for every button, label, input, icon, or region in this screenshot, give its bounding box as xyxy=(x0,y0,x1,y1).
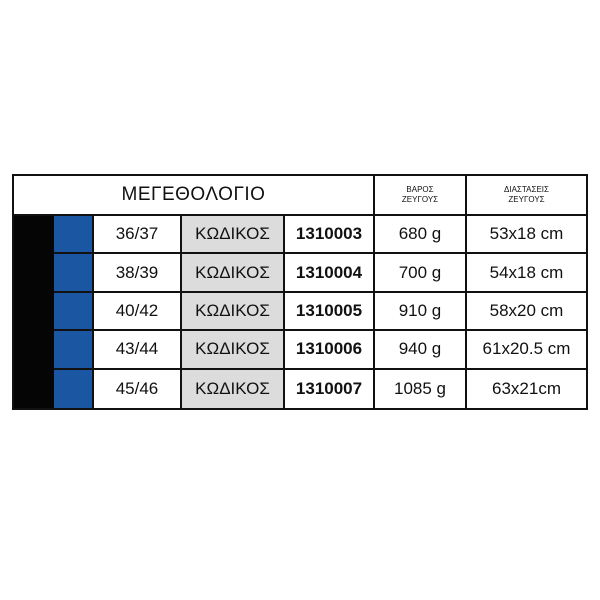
table-row xyxy=(54,216,586,254)
weight-header-line2: ΖΕΥΓΟΥΣ xyxy=(401,195,439,204)
dimensions-cell: 54x18 cm xyxy=(467,254,586,292)
blue-color-swatch xyxy=(54,331,94,369)
dimensions-cell: 58x20 cm xyxy=(467,293,586,331)
blue-color-swatch xyxy=(54,216,94,254)
black-color-swatch xyxy=(14,216,54,408)
size-cell: 36/37 xyxy=(94,216,182,254)
product-code-cell: 1310006 xyxy=(285,331,375,369)
product-code-cell: 1310004 xyxy=(285,254,375,292)
dimensions-cell: 63x21cm xyxy=(492,378,561,398)
code-label-cell: ΚΩΔΙΚΟΣ xyxy=(182,370,285,408)
weight-cell: 1085 g xyxy=(375,370,467,408)
product-code-cell: 1310007 xyxy=(285,370,375,408)
dimensions-header xyxy=(467,176,586,216)
dimensions-header-line2: ΖΕΥΓΟΥΣ xyxy=(508,195,545,204)
weight-cell: 940 g xyxy=(375,331,467,369)
table-title: ΜΕΓΕΘΟΛΟΓΙΟ xyxy=(14,176,375,216)
table-row xyxy=(54,293,586,331)
table-row xyxy=(54,370,586,408)
code-label-cell: ΚΩΔΙΚΟΣ xyxy=(182,254,285,292)
product-code-cell: 1310003 xyxy=(285,216,375,254)
weight-header-line1: ΒΑΡΟΣ xyxy=(406,185,434,194)
blue-color-swatch xyxy=(54,293,94,331)
size-cell: 43/44 xyxy=(94,331,182,369)
dimensions-cell: 61x20.5 cm xyxy=(467,331,586,369)
weight-header xyxy=(375,176,467,216)
size-cell: 38/39 xyxy=(94,254,182,292)
weight-cell: 680 g xyxy=(375,216,467,254)
size-cell: 45/46 xyxy=(94,370,182,408)
size-cell: 40/42 xyxy=(94,293,182,331)
code-label-cell: ΚΩΔΙΚΟΣ xyxy=(182,216,285,254)
code-label-cell: ΚΩΔΙΚΟΣ xyxy=(182,293,285,331)
dimensions-header-line1: ΔΙΑΣΤΑΣΕΙΣ xyxy=(504,185,549,194)
table-row xyxy=(54,254,586,292)
product-code-cell: 1310005 xyxy=(285,293,375,331)
code-label-cell: ΚΩΔΙΚΟΣ xyxy=(182,331,285,369)
dimensions-cell: 53x18 cm xyxy=(467,216,586,254)
size-chart-table xyxy=(12,174,588,410)
weight-cell: 910 g xyxy=(375,293,467,331)
weight-cell: 700 g xyxy=(375,254,467,292)
blue-color-swatch xyxy=(54,370,94,408)
blue-color-swatch xyxy=(54,254,94,292)
table-row xyxy=(54,331,586,369)
